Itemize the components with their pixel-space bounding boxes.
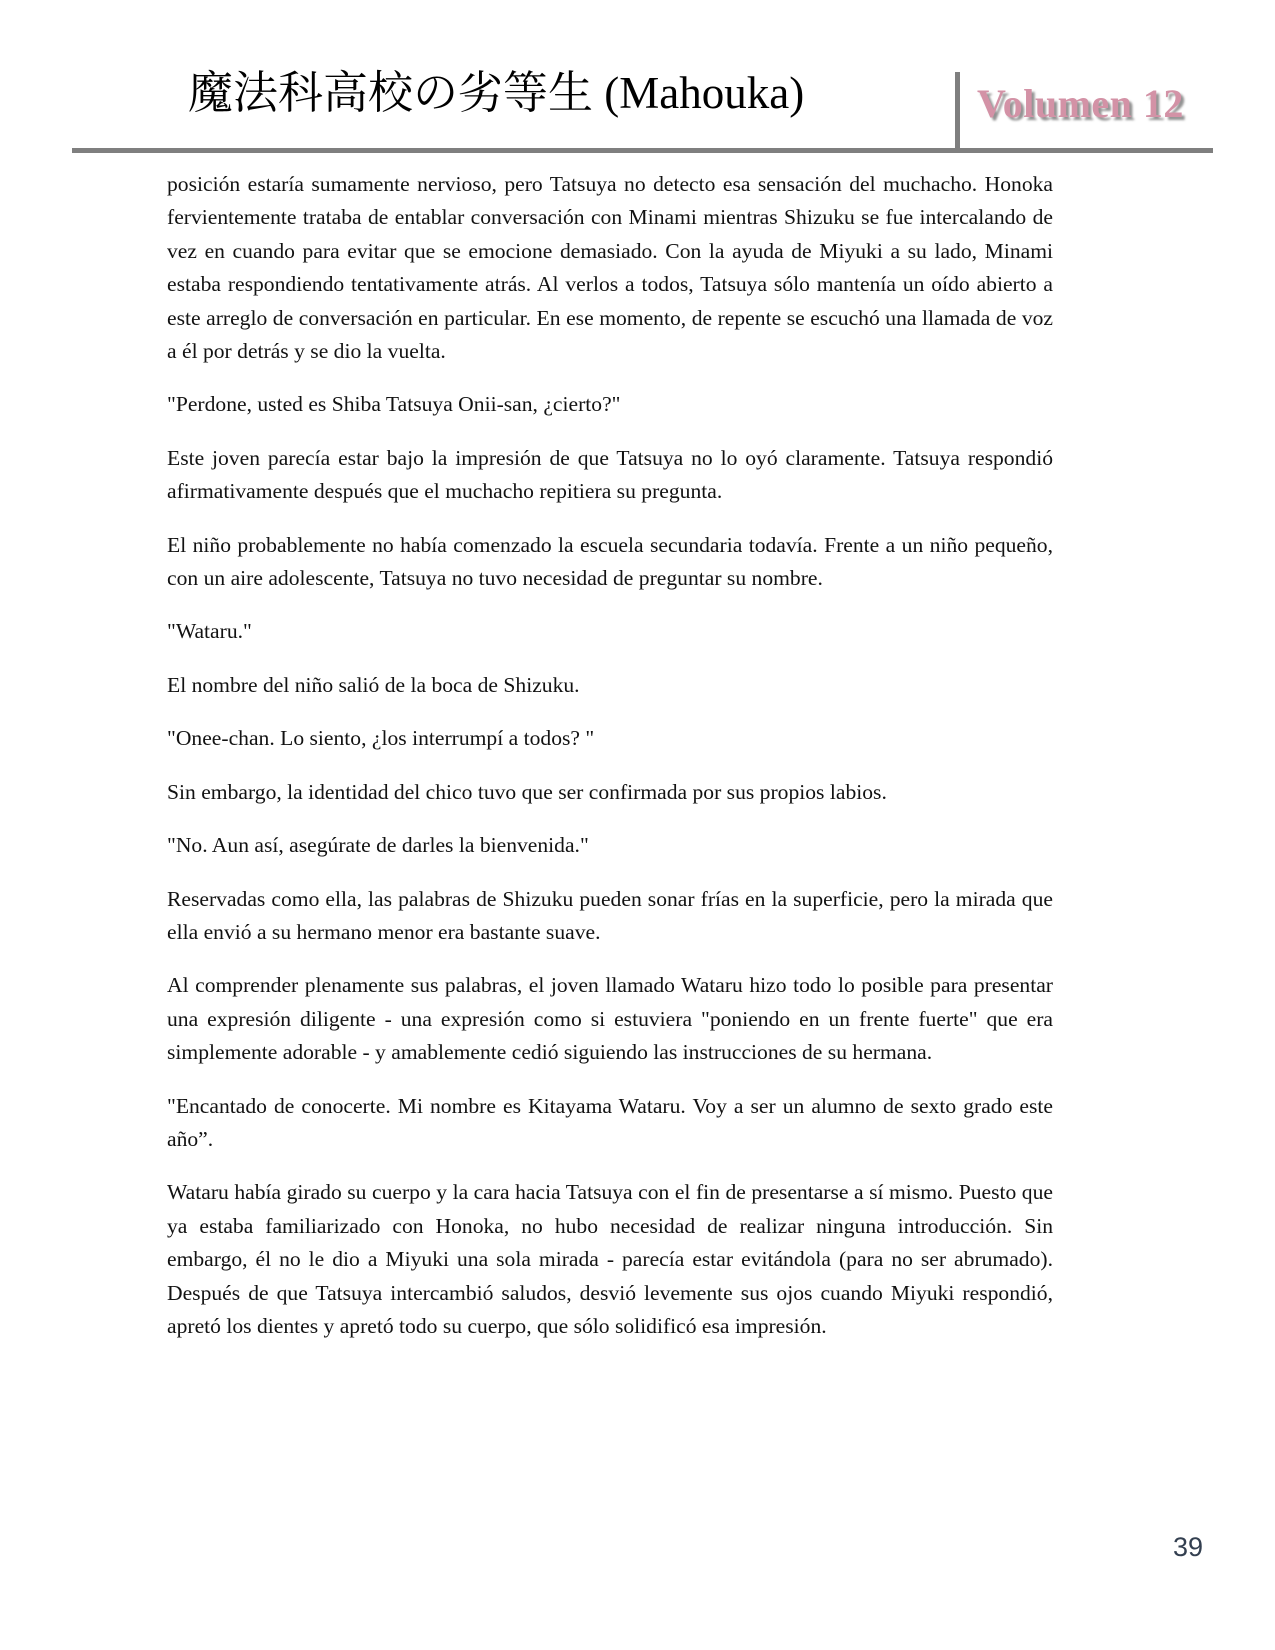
paragraph-11: Al comprender plenamente sus palabras, el joven llamado Wataru hizo todo lo posible para presentar una expresión diligente - una expresión como si estuviera "poniendo en un frente fuerte" que era simplemente adorable - y amablemente cedió siguiendo las instrucciones de su hermana.	[167, 973, 1053, 1065]
paragraph-7: "Onee-chan. Lo siento, ¿los interrumpí a todos? "	[167, 726, 595, 751]
paragraph-1: posición estaría sumamente nervioso, pero Tatsuya no detecto esa sensación del muchacho. Honoka fervientemente trataba de entablar conversación con Minami mientras Shizuku se fue intercalando de vez en cuando para evitar que se emocione demasiado. Con la ayuda de Miyuki a su lado, Minami estaba respondiendo tentativamente atrás. Al verlos a todos, Tatsuya sólo mantenía un oído abierto a este arreglo de conversación en particular. En ese momento, de repente se escuchó una llamada de voz a él por detrás y se dio la vuelta.	[167, 172, 1053, 364]
paragraph-8: Sin embargo, la identidad del chico tuvo que ser confirmada por sus propios labios.	[167, 779, 887, 804]
paragraph-2: "Perdone, usted es Shiba Tatsuya Onii-san, ¿cierto?"	[167, 392, 621, 417]
paragraph-3: Este joven parecía estar bajo la impresión de que Tatsuya no lo oyó claramente. Tatsuya respondió afirmativamente después que el muchacho repitiera su pregunta.	[167, 445, 1053, 504]
paragraph-4: El niño probablemente no había comenzado la escuela secundaria todavía. Frente a un niño pequeño, con un aire adolescente, Tatsuya no tuvo necesidad de preguntar su nombre.	[167, 532, 1053, 591]
page-content	[167, 168, 1053, 1363]
paragraph-9: "No. Aun así, asegúrate de darles la bienvenida."	[167, 833, 589, 858]
paragraph-5: "Wataru."	[167, 619, 252, 644]
paragraph-6: El nombre del niño salió de la boca de Shizuku.	[167, 672, 580, 697]
header-rule	[72, 148, 1213, 153]
paragraph-10: Reservadas como ella, las palabras de Shizuku pueden sonar frías en la superficie, pero la mirada que ella envió a su hermano menor era bastante suave.	[167, 886, 1053, 944]
document-title: 魔法科高校の劣等生 (Mahouka)	[188, 68, 805, 118]
paragraph-12: "Encantado de conocerte. Mi nombre es Kitayama Wataru. Voy a ser un alumno de sexto grado este año”.	[167, 1093, 1053, 1151]
paragraph-13: Wataru había girado su cuerpo y la cara hacia Tatsuya con el fin de presentarse a sí mismo. Puesto que ya estaba familiarizado con Honoka, no hubo necesidad de realizar ninguna introducción. Sin embargo, él no le dio a Miyuki una sola mirada - parecía estar evitándola (para no ser abrumado). Después de que Tatsuya intercambió saludos, desvió levemente sus ojos cuando Miyuki respondió, apretó los dientes y apretó todo su cuerpo, que sólo solidificó esa impresión.	[167, 1180, 1053, 1338]
page-number: 39	[1172, 1532, 1203, 1562]
header-divider	[955, 72, 960, 148]
volume-label: Volumen 12	[977, 81, 1184, 126]
